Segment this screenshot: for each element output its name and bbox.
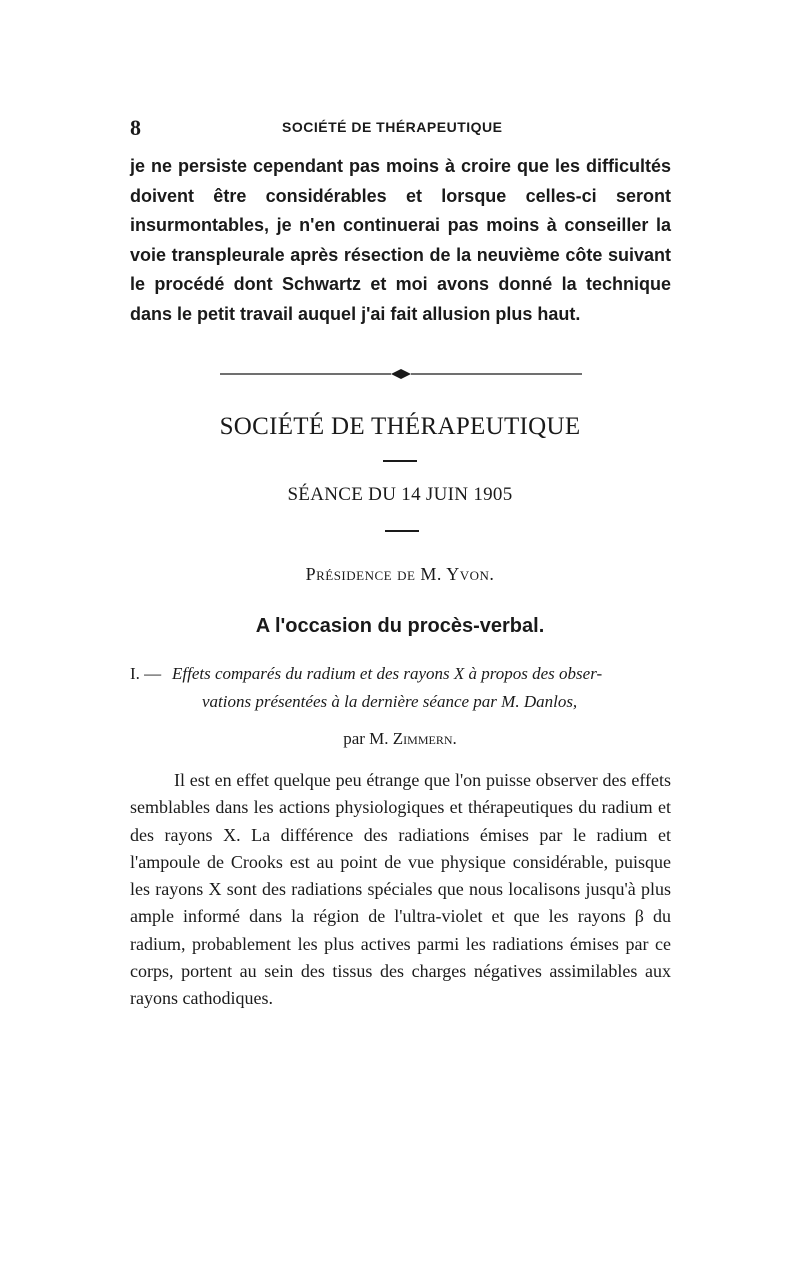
occasion-heading: A l'occasion du procès-verbal. — [255, 615, 545, 637]
presidency-line: Présidence de M. Yvon. — [305, 564, 495, 584]
author-line — [0, 729, 800, 749]
continuation-paragraph: je ne persiste cependant pas moins à croire que les difficultés doivent être considérables et lorsque celles-ci seront insurmontables, je n'en continuerai pas moins à conseiller la voie transpleurale après résection de la neuvième côte suivant le procédé dont Schwartz et moi avons donné la technique dans le petit travail auquel j'ai fait allusion plus haut. — [130, 156, 671, 324]
article-title-line: vations présentées à la dernière séance par M. Danlos, — [202, 692, 578, 711]
title-rule — [383, 460, 417, 462]
article-title — [172, 660, 675, 716]
author-name: Zimmern. — [392, 729, 457, 748]
article-heading — [130, 660, 675, 716]
article-title-line: Effets comparés du radium et des rayons X à propos des obser- — [172, 664, 603, 683]
diamond-rule-ornament-icon — [220, 369, 582, 379]
session-date: SÉANCE DU 14 JUIN 1905 — [287, 484, 513, 505]
author-prefix: par M. — [343, 729, 389, 748]
running-head: SOCIÉTÉ DE THÉRAPEUTIQUE — [282, 119, 503, 135]
body-paragraph: Il est en effet quelque peu étrange que l'on puisse observer des effets semblables dans les actions physiologiques et thérapeutiques du radium et des rayons X. La différence des radiations émises par le radium et l'ampoule de Crooks est au point de vue physique considérable, puisque les rayons X sont des radiations spéciales que nous localisons jusqu'à plus ample informé dans la région de l'ultra-violet et que les rayons β du radium, probablement les plus actives parmi les radiations émises par ce corps, portent au sein des tissus des charges négatives assimilables aux rayons cathodiques. — [130, 770, 671, 1009]
page-number: 8 — [130, 115, 141, 140]
session-rule — [385, 530, 419, 532]
page-header — [130, 115, 670, 139]
society-title: SOCIÉTÉ DE THÉRAPEUTIQUE — [219, 413, 581, 440]
article-number: I. — — [130, 664, 162, 683]
